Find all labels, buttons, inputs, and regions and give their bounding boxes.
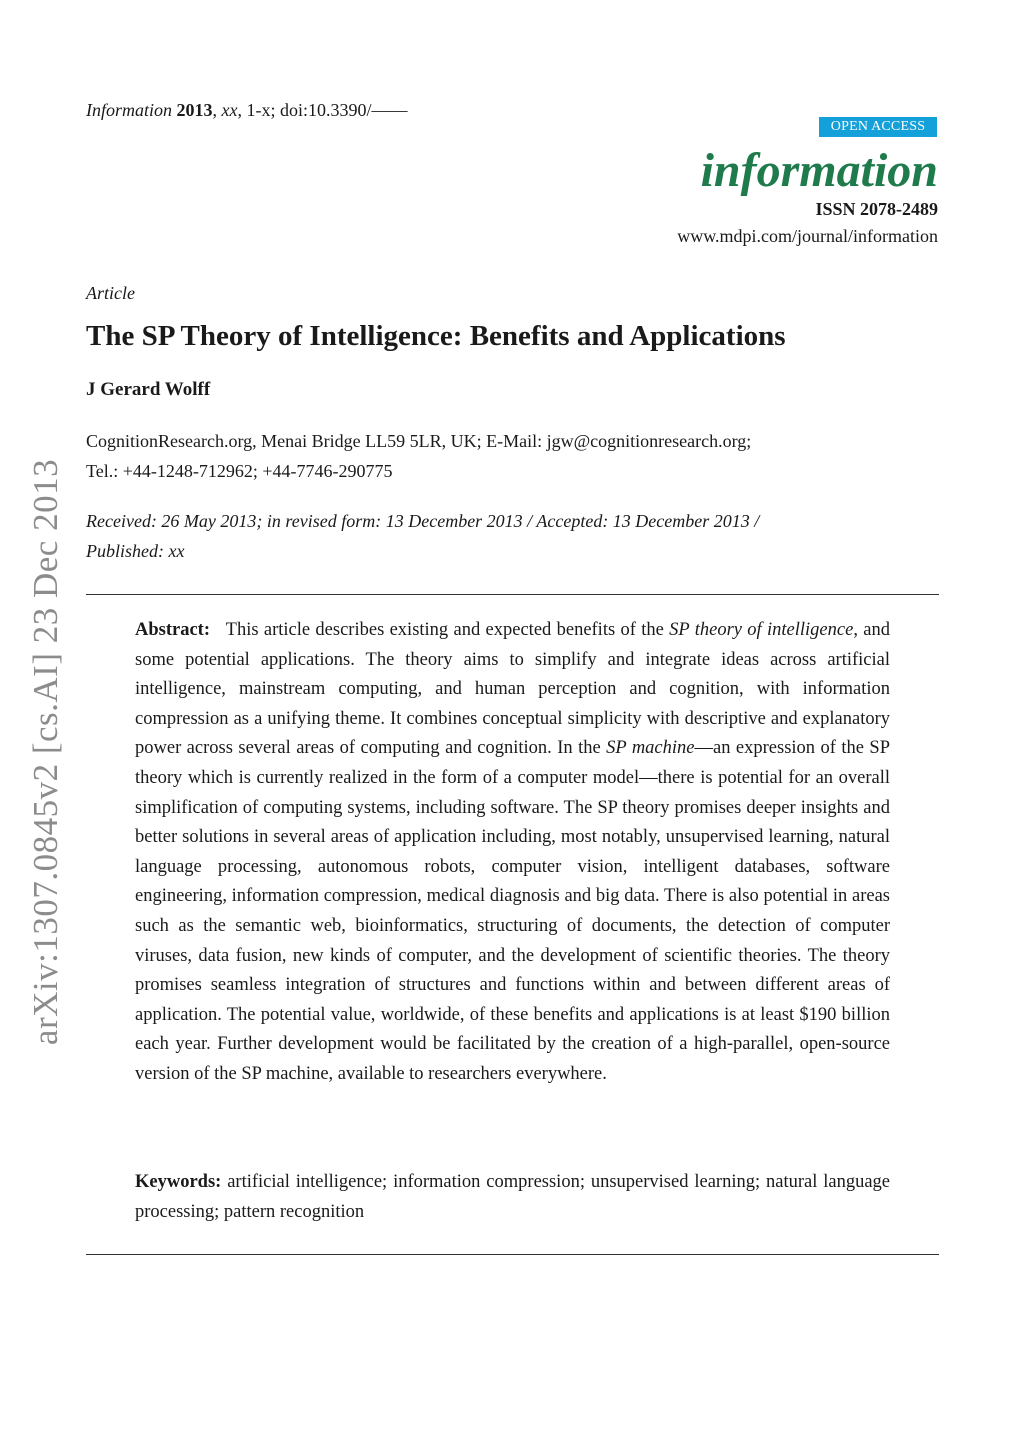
abstract-term: SP theory of intelligence	[669, 620, 854, 640]
published-line: Published: xx	[86, 541, 185, 561]
abstract-term: SP machine	[606, 738, 695, 759]
keywords-text: artificial intelligence; information compression; unsupervised learning; natural language processing; pattern recognition	[135, 1172, 891, 1222]
journal-url[interactable]: www.mdpi.com/journal/information	[677, 226, 938, 246]
journal-logo: information	[700, 144, 938, 197]
abstract-text: , and some potential applications. The theory aims to simplify and integrate ideas across artificial intelligence, mainstream computing, and human perception and cognition, with information compression as a unifying theme. It combines conceptual simplicity with descriptive and explanatory power across several areas of computing and cognition. In the	[135, 620, 890, 759]
citation-journal: Information	[86, 100, 173, 120]
abstract-label: Abstract:	[135, 620, 211, 640]
author-affiliation	[86, 426, 946, 486]
citation-year: 2013	[176, 100, 213, 120]
abstract-text: This article describes existing and expected benefits of the	[225, 620, 664, 640]
article-type: Article	[86, 283, 135, 303]
contact-line: Tel.: +44-1248-712962; +44-7746-290775	[86, 461, 393, 481]
divider-top	[86, 594, 939, 595]
dates-line: Received: 26 May 2013; in revised form: 13 December 2013 / Accepted: 13 December 2013 /	[86, 511, 760, 531]
citation-volume: xx	[221, 100, 238, 120]
citation-rest: , 1-x; doi:10.3390/——	[237, 100, 408, 120]
journal-citation: Information 2013, xx, 1-x; doi:10.3390/——	[86, 100, 408, 120]
keywords	[135, 1168, 890, 1227]
paper-title: The SP Theory of Intelligence: Benefits and Applications	[86, 320, 786, 352]
abstract	[135, 616, 890, 1090]
arxiv-side-stamp: arXiv:1307.0845v2 [cs.AI] 23 Dec 2013	[26, 458, 65, 1046]
author-name: J Gerard Wolff	[86, 379, 211, 400]
open-access-badge: OPEN ACCESS	[819, 117, 937, 137]
abstract-text: —an expression of the SP theory which is currently realized in the form of a computer model—there is potential for an overall simplification of computing systems, including software. The SP theory promises deeper insights and better solutions in several areas of application including, most notably, unsupervised learning, natural language processing, autonomous robots, computer vision, intelligent databases, software engineering, information compression, medical diagnosis and big data. There is also potential in areas such as the semantic web, bioinformatics, structuring of documents, the detection of computer viruses, data fusion, new kinds of computer, and the development of scientific theories. The theory promises seamless integration of structures and functions within and between different areas of application. The potential value, worldwide, of these benefits and applications is at least $190 billion each year. Further development would be facilitated by the creation of a high-parallel, open-source version of the SP machine, available to researchers everywhere.	[135, 738, 890, 1084]
publication-dates	[86, 506, 946, 566]
keywords-label: Keywords:	[135, 1172, 222, 1192]
issn: ISSN 2078-2489	[815, 199, 938, 219]
affiliation-line: CognitionResearch.org, Menai Bridge LL59 5LR, UK; E-Mail: jgw@cognitionresearch.org;	[86, 431, 752, 451]
divider-bottom	[86, 1254, 939, 1255]
